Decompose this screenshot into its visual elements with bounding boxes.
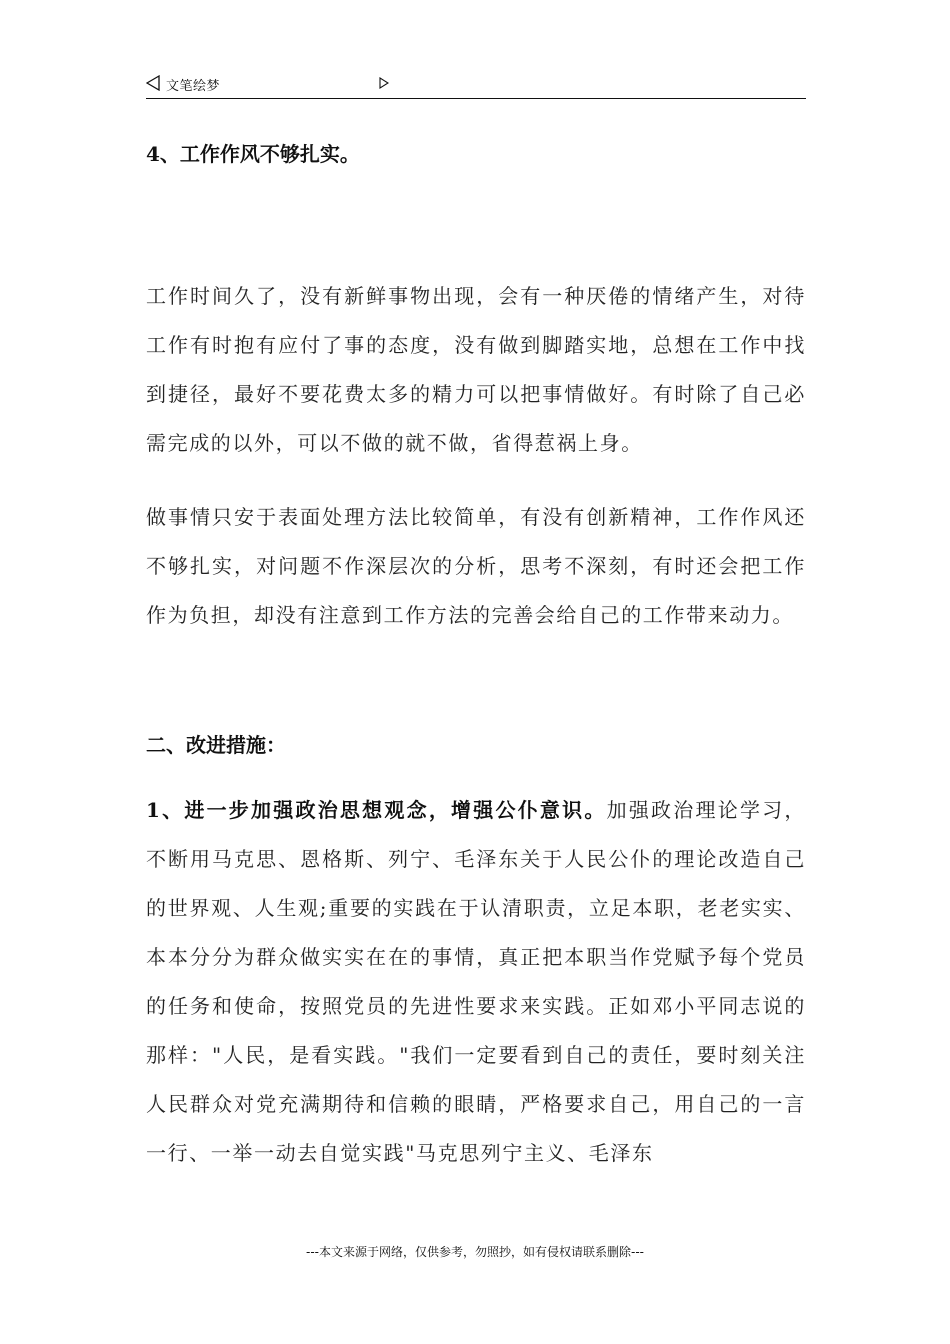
header-brand: 文笔绘梦 — [166, 79, 221, 94]
page-header — [146, 72, 806, 99]
triangle-left-outline-icon — [146, 75, 160, 91]
improvement-1-body: 加强政治理论学习，不断用马克思、恩格斯、列宁、毛泽东关于人民公仆的理论改造自己的世界观、人生观;重要的实践在于认清职责，立足本职，老老实实、本本分分为群众做实实在在的事情，真正把本职当作党赋予每个党员的任务和使命，按照党员的先进性要求来实践。正如邓小平同志说的那样："人民，是看实践。"我们一定要看到自己的责任，要时刻关注人民群众对党充满期待和信赖的眼睛，严格要求自己，用自己的一言一行、一举一动去自觉实践"马克思列宁主义、毛泽东 — [146, 798, 806, 1165]
paragraph-improvement-1 — [146, 786, 806, 1178]
triangle-right-outline-icon — [379, 77, 389, 89]
improvement-1-lead: 1、进一步加强政治思想观念，增强公仆意识。 — [146, 798, 607, 822]
section-heading-improvements: 二、改进措施： — [146, 733, 286, 757]
section-heading-work-style: 4、工作作风不够扎实。 — [146, 142, 360, 166]
paragraph-weariness: 工作时间久了，没有新鲜事物出现，会有一种厌倦的情绪产生，对待工作有时抱有应付了事的态度，没有做到脚踏实地，总想在工作中找到捷径，最好不要花费太多的精力可以把事情做好。有时除了自己必需完成的以外，可以不做的就不做，省得惹祸上身。 — [146, 284, 806, 455]
paragraph-superficial-work: 做事情只安于表面处理方法比较简单，有没有创新精神，工作作风还不够扎实，对问题不作深层次的分析，思考不深刻，有时还会把工作作为负担，却没有注意到工作方法的完善会给自己的工作带来动力。 — [146, 505, 806, 627]
page-footer: ---本文来源于网络，仅供参考，勿照抄，如有侵权请联系删除--- — [306, 1245, 644, 1259]
